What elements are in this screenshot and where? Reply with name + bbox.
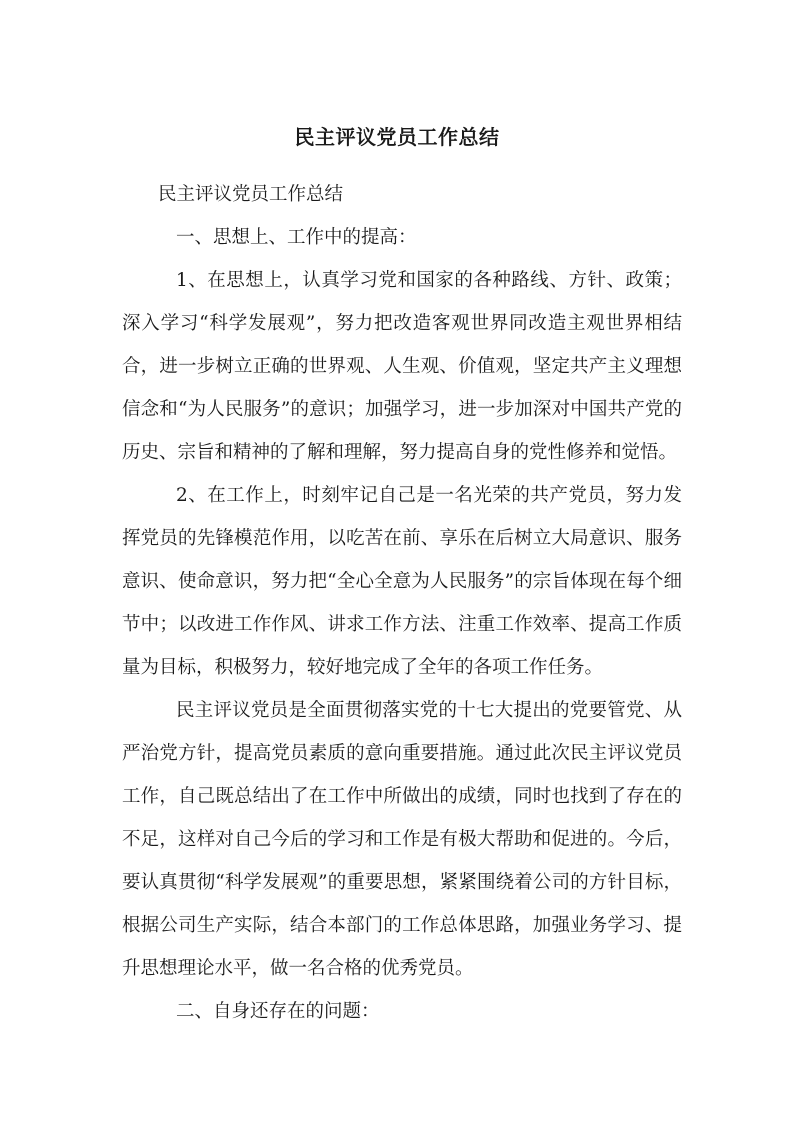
- document-title: 民主评议党员工作总结: [294, 125, 500, 149]
- document-subtitle: 民主评议党员工作总结: [158, 184, 344, 205]
- paragraph-ideology: 1、在思想上，认真学习党和国家的各种路线、方针、政策；深入学习“科学发展观”，努力把改造客观世界同改造主观世界相结合，进一步树立正确的世界观、人生观、价值观，坚定共产主义理想信念和“为人民服务”的意识；加强学习，进一步加深对中国共产党的历史、宗旨和精神的了解和理解，努力提高自身的党性修养和觉悟。: [122, 270, 682, 463]
- section-heading-problems: 二、自身还存在的问题：: [176, 1001, 380, 1022]
- paragraph-evaluation: 民主评议党员是全面贯彻落实党的十七大提出的党要管党、从严治党方针，提高党员素质的意向重要措施。通过此次民主评议党员工作，自己既总结出了在工作中所做出的成绩，同时也找到了存在的不足，这样对自己今后的学习和工作是有极大帮助和促进的。今后，要认真贯彻“科学发展观”的重要思想，紧紧围绕着公司的方针目标，根据公司生产实际，结合本部门的工作总体思路，加强业务学习、提升思想理论水平，做一名合格的优秀党员。: [122, 700, 682, 979]
- paragraph-work: 2、在工作上，时刻牢记自己是一名光荣的共产党员，努力发挥党员的先锋模范作用，以吃苦在前、享乐在后树立大局意识、服务意识、使命意识，努力把“全心全意为人民服务”的宗旨体现在每个细节中；以改进工作作风、讲求工作方法、注重工作效率、提高工作质量为目标，积极努力，较好地完成了全年的各项工作任务。: [122, 485, 682, 678]
- document-body: [122, 173, 682, 1033]
- section-heading-improvements: 一、思想上、工作中的提高：: [176, 227, 417, 248]
